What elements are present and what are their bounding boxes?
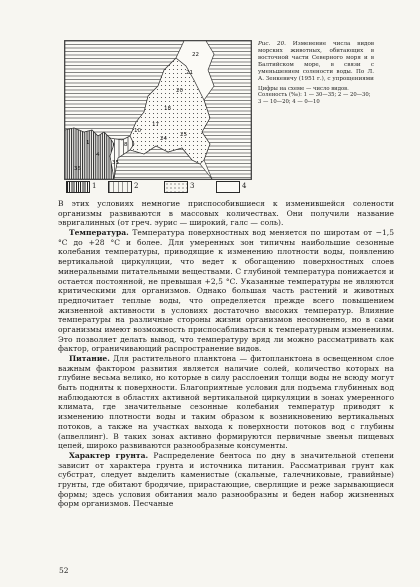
figure-legend (66, 180, 326, 194)
section-heading: Питание. (69, 354, 110, 363)
species-label: 20 (176, 88, 183, 94)
caption-text: Изменение числа видов морских животных, обитающих в восточной части Северного моря и в Балтийском море, в связи с уменьшением солености воды. По Л. А. Зенкевичу (1951 г.), с упрощениями (258, 41, 375, 83)
paragraph-text: Распределение бентоса по дну в значительной степени зависит от характера грунта и источника питания. Рассматривая грунт как субстрат, следует выделить каменистые (скальные, галечниковые, гравийные) грунты, где обитают бродячие, прирастающие, сверлящие и реже зарывающиеся формы; здесь условия обитания мало разнообразны и беден набор жизненных форм организмов. Песчаные (58, 450, 394, 509)
legend-swatch (66, 181, 90, 193)
paragraph-substrate (58, 451, 394, 509)
species-label: 35 (74, 166, 81, 172)
baltic-salinity-map (64, 40, 252, 180)
species-label: 1 (86, 140, 90, 146)
species-label: 10 (134, 128, 141, 134)
paragraph-nutrition (58, 354, 394, 451)
body-text (58, 199, 394, 509)
legend-number: 1 (92, 182, 97, 190)
paragraph-temperature (58, 228, 394, 354)
species-label: 35 (112, 160, 119, 166)
page-number: 52 (59, 566, 69, 575)
species-label: 21 (186, 70, 193, 76)
legend-number: 2 (134, 182, 139, 190)
legend-number: 4 (242, 182, 247, 190)
section-heading: Характер грунта. (69, 450, 149, 460)
species-label: 17 (152, 122, 159, 128)
zone-salinity-1 (65, 128, 114, 179)
species-label: 25 (180, 132, 187, 138)
species-label: 24 (160, 136, 167, 142)
caption-label: Рис. 20. (258, 41, 286, 47)
paragraph-intro: В этих условиях немногие приспособившиеся к изменившейся солености организмы развиваются в массовых количествах. Они получили название эвригалинных (от греч. эурис — широкий, галс — соль). (58, 199, 394, 228)
species-label: 22 (192, 52, 199, 58)
caption-legend-note: Цифры на схеме — число видов. Соленость (‰): 1 — 30—35; 2 — 20—30; 3 — 10—20; 4 — 0—10 (258, 85, 371, 105)
legend-number: 3 (190, 182, 195, 190)
paragraph-text: Для растительного планктона — фитопланктона в освещенном слое важным фактором развития является наличие солей, количество которых на глубине весьма велико, но которые в силу расслоения толщи воды не всюду могут быть подняты к поверхности. Благоприятные условия для подъема глубинных вод наблюдаются в областях активной вертикальной циркуляции в зонах умеренного климата, где значительные сезонные колебания температур приводят к изменению плотности воды и таким образом к возникновению вертикальных потоков, а также на участках выхода к поверхности потоков вод с глубины (апвеллинг). В таких зонах активно формируются первичные звенья пищевых цепей, широко развиваются разнообразные консументы. (58, 354, 394, 451)
paragraph-text: Температура поверхностных вод меняется по широтам от −1,5 °С до +28 °С и более. Для умеренных зон типичны наибольшие сезонные колебания температуры, приводящие к изменению плотности воды, появлению вертикальной циркуляции, что ведет к обогащению поверхностных слоев минеральными питательными веществами. С глубиной температура понижается и остается постоянной, не превышая +2,5 °С. Указанные температуры не являются критическими для организмов. Однако большая часть растений и животных предпочитает теплые воды, что определяется прежде всего повышением жизненной активности в условиях достаточно высоких температур. Влияние температуры на различные стороны жизни организмов несомненно, но в сами организмы имеют возможность приспосабливаться к температурным изменениям. Это позволяет делать вывод, что температуру вряд ли можно рассматривать как фактор, ограничивающий распространение видов. (58, 228, 394, 354)
legend-swatch (108, 181, 132, 193)
species-label: 8 (124, 142, 128, 148)
legend-swatch (164, 181, 188, 193)
figure-caption (258, 41, 374, 105)
species-label: 4 (96, 152, 100, 158)
section-heading: Температура. (69, 228, 129, 238)
species-label: 18 (164, 106, 171, 112)
legend-swatch (216, 181, 240, 193)
